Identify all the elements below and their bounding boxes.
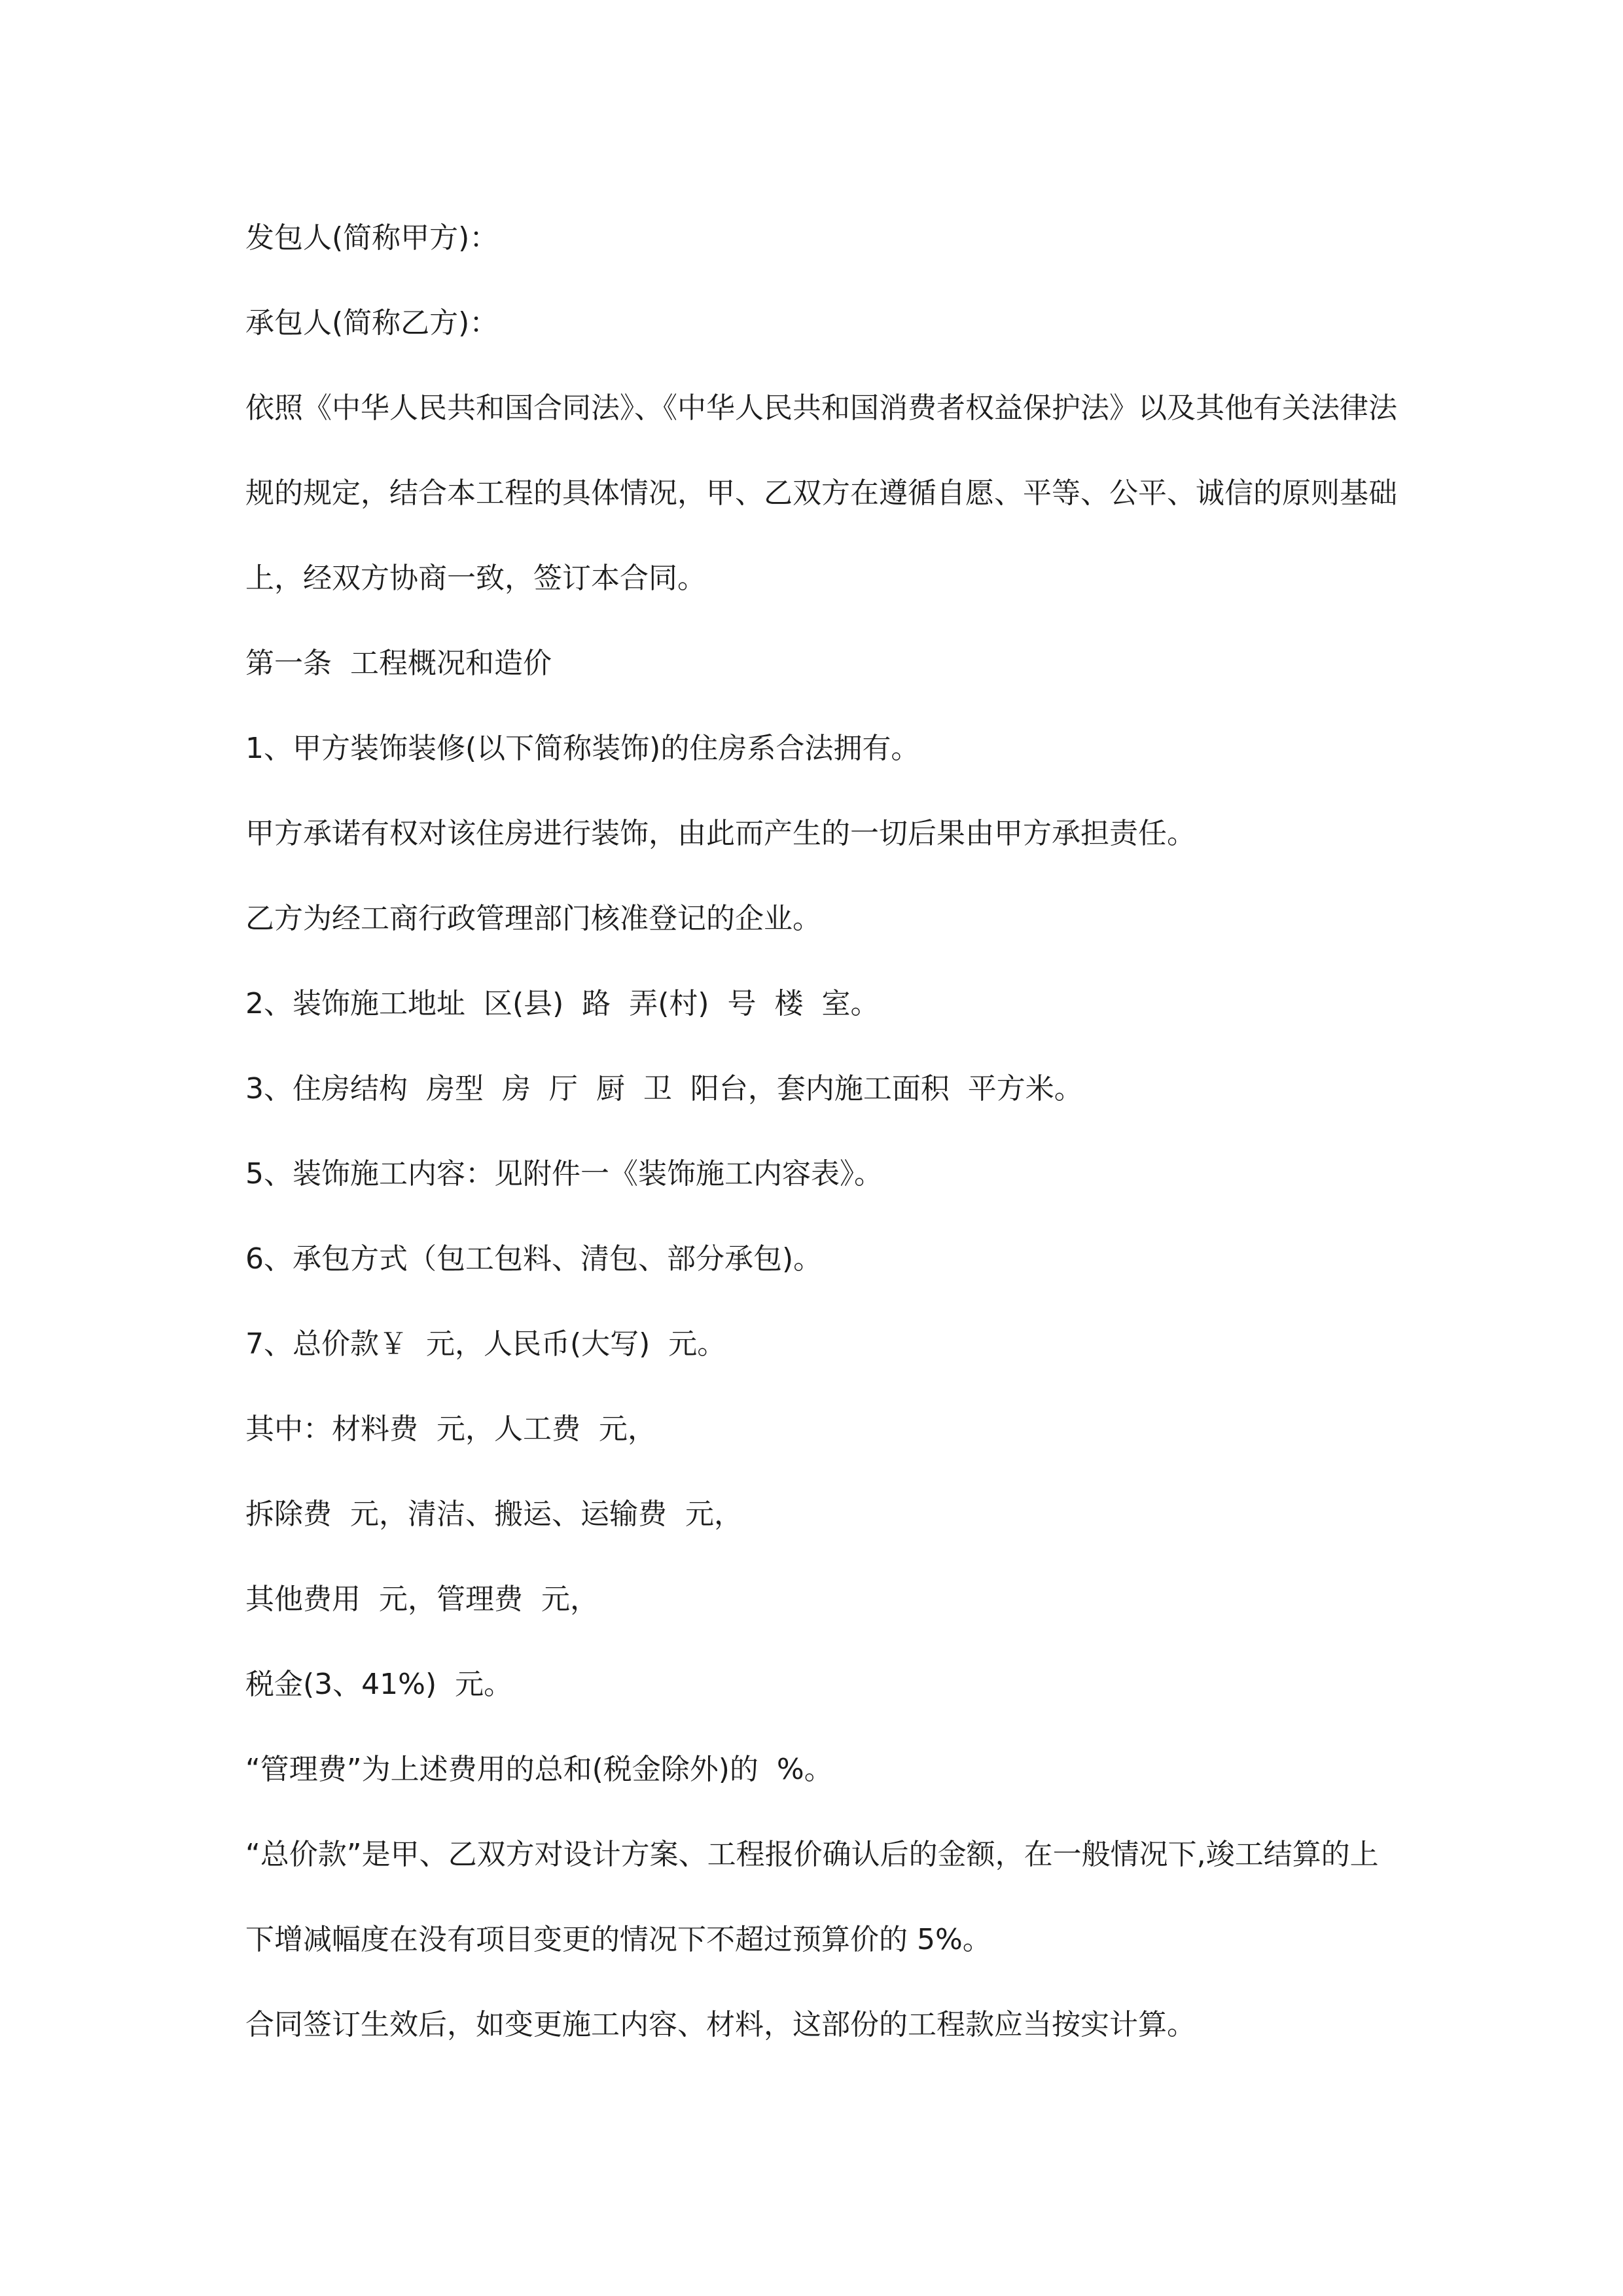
paragraph-line: 规的规定，结合本工程的具体情况，甲、乙双方在遵循自愿、平等、公平、诚信的原则基础 bbox=[245, 476, 1397, 510]
clause-line: 1、甲方装饰装修(以下简称装饰)的住房系合法拥有。 bbox=[245, 732, 920, 765]
clause-line: 合同签订生效后，如变更施工内容、材料，这部份的工程款应当按实计算。 bbox=[245, 2008, 1196, 2041]
clause-line: 5、装饰施工内容：见附件一《装饰施工内容表》。 bbox=[245, 1157, 883, 1191]
clause-line: 拆除费 元，清洁、搬运、运输费 元， bbox=[245, 1498, 743, 1531]
clause-line: 下增减幅度在没有项目变更的情况下不超过预算价的 5%。 bbox=[245, 1923, 991, 1956]
clause-line: 税金(3、41%) 元。 bbox=[245, 1668, 513, 1701]
clause-line: “管理费”为上述费用的总和(税金除外)的 %。 bbox=[245, 1753, 833, 1786]
clause-line: 甲方承诺有权对该住房进行装饰，由此而产生的一切后果由甲方承担责任。 bbox=[245, 817, 1196, 850]
clause-line: 7、总价款￥ 元，人民币(大写) 元。 bbox=[245, 1327, 726, 1361]
clause-line: 6、承包方式（包工包料、清包、部分承包)。 bbox=[245, 1242, 823, 1276]
paragraph-line: 上，经双方协商一致，签订本合同。 bbox=[245, 562, 706, 595]
clause-line: 2、装饰施工地址 区(县) 路 弄(村) 号 楼 室。 bbox=[245, 987, 880, 1020]
clause-line: “总价款”是甲、乙双方对设计方案、工程报价确认后的金额，在一般情况下,竣工结算的上 bbox=[245, 1838, 1379, 1871]
section-heading: 第一条 工程概况和造价 bbox=[245, 647, 552, 680]
clause-line: 其他费用 元，管理费 元， bbox=[245, 1583, 599, 1616]
clause-line: 乙方为经工商行政管理部门核准登记的企业。 bbox=[245, 902, 821, 935]
clause-line: 其中：材料费 元，人工费 元， bbox=[245, 1412, 656, 1446]
party-b-line: 承包人(简称乙方)： bbox=[245, 306, 499, 340]
party-a-line: 发包人(简称甲方)： bbox=[245, 221, 499, 255]
paragraph-line: 依照《中华人民共和国合同法》、《中华人民共和国消费者权益保护法》以及其他有关法律法 bbox=[245, 391, 1397, 425]
clause-line: 3、住房结构 房型 房 厅 厨 卫 阳台，套内施工面积 平方米。 bbox=[245, 1072, 1083, 1105]
